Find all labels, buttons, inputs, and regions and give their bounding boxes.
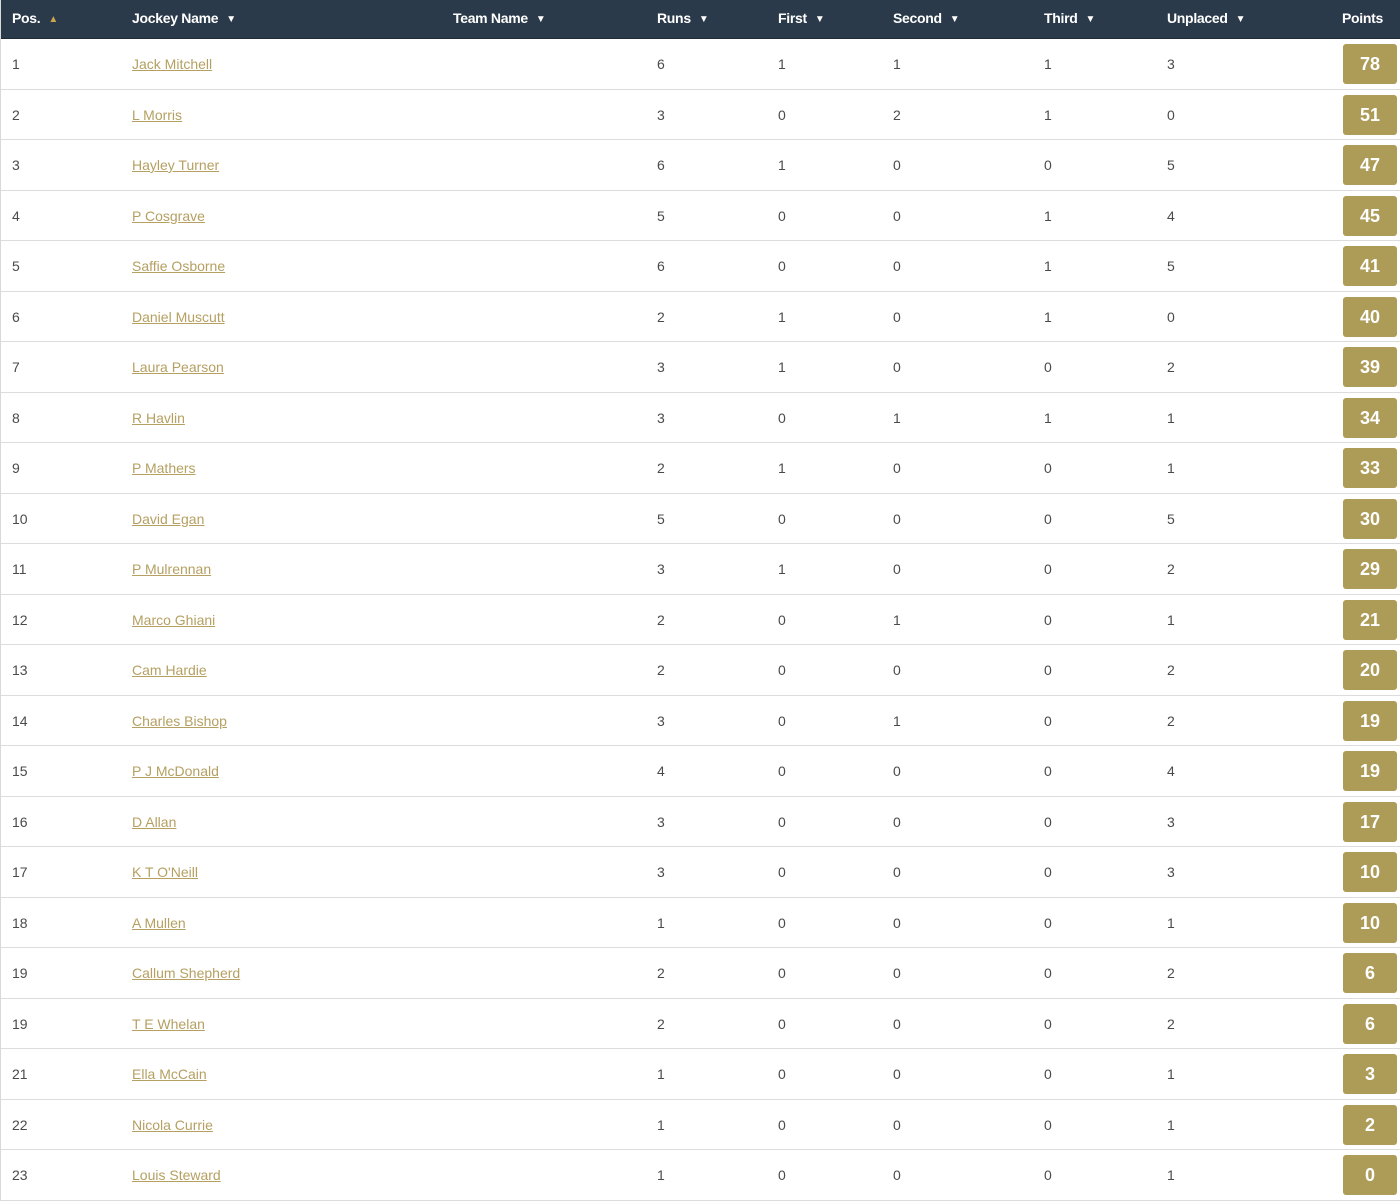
- second-cell: 1: [893, 409, 901, 426]
- first-cell: 0: [778, 813, 786, 830]
- position-cell: 4: [12, 207, 20, 224]
- table-row: [1, 443, 1400, 494]
- table-row: [1, 898, 1400, 949]
- second-cell: 2: [893, 106, 901, 123]
- first-cell: 1: [778, 460, 786, 476]
- unplaced-cell: 2: [1167, 1015, 1175, 1032]
- column-header-label: Third: [1044, 10, 1078, 26]
- column-header-label: First: [778, 10, 807, 26]
- jockey-cell: [132, 797, 176, 847]
- position-cell: 19: [12, 1015, 28, 1032]
- points-badge: 10: [1343, 903, 1397, 943]
- points-badge: 33: [1343, 448, 1397, 488]
- table-row: [1, 393, 1400, 444]
- second-cell: 0: [893, 157, 901, 173]
- third-cell: 0: [1044, 510, 1052, 527]
- sort-descending-icon: ▼: [814, 14, 825, 25]
- jockey-name-link[interactable]: Laura Pearson: [132, 359, 224, 375]
- points-badge: 47: [1343, 145, 1397, 185]
- third-cell: 1: [1044, 106, 1052, 123]
- position-cell: 9: [12, 460, 20, 476]
- points-badge: 2: [1343, 1105, 1397, 1145]
- third-cell: 0: [1044, 813, 1052, 830]
- column-header-third[interactable]: [1044, 0, 1095, 38]
- column-header-first[interactable]: [778, 0, 824, 38]
- runs-cell: 2: [657, 308, 665, 325]
- runs-cell: 6: [657, 56, 665, 72]
- jockey-name-link[interactable]: Ella McCain: [132, 1066, 207, 1082]
- table-row: [1, 645, 1400, 696]
- first-cell: 1: [778, 359, 786, 375]
- table-row: [1, 1049, 1400, 1100]
- unplaced-cell: 2: [1167, 359, 1175, 375]
- first-cell: 1: [778, 561, 786, 577]
- first-cell: 0: [778, 1066, 786, 1082]
- runs-cell: 1: [657, 1116, 665, 1133]
- sort-descending-icon: ▼: [226, 14, 236, 25]
- points-badge: 29: [1343, 549, 1397, 589]
- position-cell: 11: [12, 561, 27, 577]
- unplaced-cell: 1: [1167, 1167, 1175, 1183]
- table-body: [1, 39, 1400, 1201]
- unplaced-cell: 5: [1167, 258, 1175, 274]
- sort-descending-icon: ▼: [1235, 14, 1246, 25]
- runs-cell: 1: [657, 1167, 665, 1183]
- runs-cell: 2: [657, 1015, 665, 1032]
- jockey-name-link[interactable]: P Mathers: [132, 460, 196, 476]
- runs-cell: 3: [657, 359, 665, 375]
- table-row: [1, 595, 1400, 646]
- jockey-cell: [132, 393, 185, 443]
- third-cell: 0: [1044, 1015, 1052, 1032]
- first-cell: 0: [778, 106, 786, 123]
- jockey-cell: [132, 39, 212, 89]
- table-row: [1, 292, 1400, 343]
- jockey-cell: [132, 645, 207, 695]
- position-cell: 21: [12, 1066, 28, 1082]
- unplaced-cell: 2: [1167, 662, 1175, 678]
- points-badge: 41: [1343, 246, 1397, 286]
- jockey-name-link[interactable]: Hayley Turner: [132, 157, 220, 173]
- jockey-cell: [132, 847, 198, 897]
- points-badge: 34: [1343, 398, 1397, 438]
- unplaced-cell: 5: [1167, 157, 1175, 173]
- jockey-cell: [132, 948, 240, 998]
- jockey-name-link[interactable]: L Morris: [132, 106, 183, 123]
- points-badge: 19: [1343, 751, 1397, 791]
- third-cell: 0: [1044, 561, 1052, 577]
- jockey-name-link[interactable]: A Mullen: [132, 914, 186, 931]
- position-cell: 2: [12, 106, 20, 123]
- sort-descending-icon: ▼: [698, 14, 709, 25]
- points-badge: 10: [1343, 852, 1397, 892]
- first-cell: 0: [778, 1015, 786, 1032]
- position-cell: 23: [12, 1167, 28, 1183]
- jockey-cell: [132, 241, 225, 291]
- runs-cell: 2: [657, 611, 665, 628]
- second-cell: 0: [893, 864, 901, 880]
- first-cell: 1: [778, 308, 786, 325]
- second-cell: 0: [893, 662, 901, 678]
- unplaced-cell: 1: [1167, 611, 1175, 628]
- unplaced-cell: 1: [1167, 460, 1175, 476]
- third-cell: 0: [1044, 157, 1052, 173]
- table-row: [1, 191, 1400, 242]
- points-badge: 21: [1343, 600, 1397, 640]
- position-cell: 6: [12, 308, 20, 325]
- points-badge: 6: [1343, 953, 1397, 993]
- jockey-cell: [132, 292, 225, 342]
- jockey-name-link[interactable]: D Allan: [132, 813, 177, 830]
- second-cell: 0: [893, 914, 901, 931]
- jockey-cell: [132, 1100, 213, 1150]
- table-row: [1, 140, 1400, 191]
- column-header-team[interactable]: [453, 0, 545, 38]
- second-cell: 0: [893, 1116, 901, 1133]
- column-header-label: Points: [1342, 10, 1383, 26]
- second-cell: 0: [893, 460, 901, 476]
- jockey-name-link[interactable]: T E Whelan: [132, 1015, 205, 1032]
- jockey-name-link[interactable]: Nicola Currie: [132, 1116, 213, 1133]
- points-badge: 45: [1343, 196, 1397, 236]
- sort-descending-icon: ▼: [1085, 14, 1096, 25]
- second-cell: 0: [893, 359, 901, 375]
- jockey-cell: [132, 544, 211, 594]
- jockey-name-link[interactable]: David Egan: [132, 510, 205, 527]
- first-cell: 0: [778, 258, 786, 274]
- position-cell: 15: [12, 763, 28, 779]
- jockey-cell: [132, 90, 182, 140]
- table-row: [1, 1150, 1400, 1201]
- jockey-name-link[interactable]: Daniel Muscutt: [132, 308, 225, 325]
- column-header-points[interactable]: [1342, 0, 1383, 38]
- first-cell: 0: [778, 914, 786, 931]
- second-cell: 0: [893, 813, 901, 830]
- position-cell: 16: [12, 813, 28, 830]
- third-cell: 1: [1044, 409, 1052, 426]
- jockey-cell: [132, 696, 227, 746]
- position-cell: 14: [12, 712, 28, 729]
- third-cell: 0: [1044, 359, 1052, 375]
- unplaced-cell: 3: [1167, 56, 1175, 72]
- first-cell: 0: [778, 864, 786, 880]
- position-cell: 3: [12, 157, 20, 173]
- points-badge: 6: [1343, 1004, 1397, 1044]
- first-cell: 1: [778, 157, 786, 173]
- table-row: [1, 948, 1400, 999]
- points-badge: 20: [1343, 650, 1397, 690]
- third-cell: 0: [1044, 1066, 1052, 1082]
- points-badge: 51: [1343, 95, 1397, 135]
- points-badge: 17: [1343, 802, 1397, 842]
- jockey-name-link[interactable]: Louis Steward: [132, 1167, 221, 1183]
- sort-descending-icon: ▼: [535, 14, 546, 25]
- third-cell: 0: [1044, 662, 1052, 678]
- runs-cell: 2: [657, 965, 665, 981]
- second-cell: 0: [893, 207, 901, 224]
- table-row: [1, 342, 1400, 393]
- points-badge: 30: [1343, 499, 1397, 539]
- points-badge: 40: [1343, 297, 1397, 337]
- points-badge: 39: [1343, 347, 1397, 387]
- second-cell: 0: [893, 308, 901, 325]
- jockey-cell: [132, 1049, 207, 1099]
- unplaced-cell: 0: [1167, 106, 1175, 123]
- unplaced-cell: 1: [1167, 914, 1175, 931]
- table-row: [1, 544, 1400, 595]
- points-badge: 0: [1343, 1155, 1397, 1195]
- second-cell: 1: [893, 712, 901, 729]
- jockey-cell: [132, 898, 186, 948]
- runs-cell: 3: [657, 409, 665, 426]
- third-cell: 1: [1044, 308, 1052, 325]
- table-header: [1, 0, 1400, 39]
- runs-cell: 1: [657, 1066, 665, 1082]
- jockey-name-link[interactable]: Jack Mitchell: [132, 56, 213, 72]
- points-badge: 3: [1343, 1054, 1397, 1094]
- jockey-name-link[interactable]: Marco Ghiani: [132, 611, 216, 628]
- column-header-runs[interactable]: [657, 0, 708, 38]
- first-cell: 0: [778, 965, 786, 981]
- third-cell: 1: [1044, 56, 1052, 72]
- position-cell: 12: [12, 611, 28, 628]
- column-header-unplaced[interactable]: [1167, 0, 1245, 38]
- third-cell: 0: [1044, 763, 1052, 779]
- jockey-cell: [132, 1150, 221, 1200]
- third-cell: 0: [1044, 712, 1052, 729]
- column-header-label: Jockey Name: [132, 10, 219, 26]
- runs-cell: 2: [657, 460, 665, 476]
- runs-cell: 3: [657, 561, 665, 577]
- table-row: [1, 39, 1400, 90]
- position-cell: 22: [12, 1116, 28, 1133]
- second-cell: 0: [893, 965, 901, 981]
- runs-cell: 5: [657, 207, 665, 224]
- third-cell: 0: [1044, 1167, 1052, 1183]
- position-cell: 18: [12, 914, 28, 931]
- column-header-label: Second: [893, 10, 942, 26]
- table-row: [1, 90, 1400, 141]
- column-header-pos[interactable]: [12, 0, 58, 38]
- column-header-label: Pos.: [12, 10, 41, 26]
- third-cell: 0: [1044, 914, 1052, 931]
- jockey-name-link[interactable]: P Cosgrave: [132, 207, 205, 224]
- first-cell: 1: [778, 56, 786, 72]
- third-cell: 1: [1044, 258, 1052, 274]
- jockey-cell: [132, 342, 224, 392]
- unplaced-cell: 2: [1167, 712, 1175, 729]
- column-header-label: Runs: [657, 10, 691, 26]
- unplaced-cell: 4: [1167, 763, 1175, 779]
- jockey-cell: [132, 595, 215, 645]
- jockey-name-link[interactable]: Saffie Osborne: [132, 258, 226, 274]
- unplaced-cell: 5: [1167, 510, 1175, 527]
- points-badge: 78: [1343, 44, 1397, 84]
- column-header-second[interactable]: [893, 0, 959, 38]
- runs-cell: 1: [657, 914, 665, 931]
- runs-cell: 3: [657, 813, 665, 830]
- table-row: [1, 999, 1400, 1050]
- sort-descending-icon: ▼: [949, 14, 960, 25]
- jockey-cell: [132, 494, 204, 544]
- jockey-name-link[interactable]: Callum Shepherd: [132, 965, 241, 981]
- jockey-cell: [132, 140, 219, 190]
- third-cell: 0: [1044, 460, 1052, 476]
- runs-cell: 3: [657, 864, 665, 880]
- runs-cell: 3: [657, 106, 665, 123]
- runs-cell: 5: [657, 510, 665, 527]
- runs-cell: 3: [657, 712, 665, 729]
- unplaced-cell: 2: [1167, 561, 1175, 577]
- position-cell: 5: [12, 258, 20, 274]
- jockey-name-link[interactable]: K T O'Neill: [132, 864, 198, 880]
- runs-cell: 6: [657, 157, 665, 173]
- jockey-cell: [132, 443, 196, 493]
- third-cell: 0: [1044, 864, 1052, 880]
- jockey-cell: [132, 999, 205, 1049]
- first-cell: 0: [778, 510, 786, 527]
- second-cell: 0: [893, 510, 901, 527]
- runs-cell: 6: [657, 258, 665, 274]
- jockey-name-link[interactable]: R Havlin: [132, 409, 185, 426]
- points-badge: 19: [1343, 701, 1397, 741]
- position-cell: 7: [12, 359, 20, 375]
- second-cell: 0: [893, 561, 901, 577]
- unplaced-cell: 1: [1167, 409, 1175, 426]
- jockey-name-link[interactable]: Charles Bishop: [132, 712, 227, 729]
- first-cell: 0: [778, 763, 786, 779]
- table-row: [1, 1100, 1400, 1151]
- third-cell: 1: [1044, 207, 1052, 224]
- first-cell: 0: [778, 1167, 786, 1183]
- table-row: [1, 746, 1400, 797]
- second-cell: 0: [893, 763, 901, 779]
- second-cell: 0: [893, 1015, 901, 1032]
- first-cell: 0: [778, 409, 786, 426]
- second-cell: 0: [893, 1167, 901, 1183]
- first-cell: 0: [778, 712, 786, 729]
- third-cell: 0: [1044, 965, 1052, 981]
- column-header-jockey[interactable]: [132, 0, 236, 38]
- jockey-cell: [132, 191, 205, 241]
- position-cell: 19: [12, 965, 28, 981]
- jockey-name-link[interactable]: Cam Hardie: [132, 662, 207, 678]
- third-cell: 0: [1044, 611, 1052, 628]
- first-cell: 0: [778, 207, 786, 224]
- unplaced-cell: 3: [1167, 864, 1175, 880]
- table-row: [1, 241, 1400, 292]
- table-row: [1, 847, 1400, 898]
- runs-cell: 4: [657, 763, 665, 779]
- first-cell: 0: [778, 662, 786, 678]
- position-cell: 10: [12, 510, 28, 527]
- second-cell: 1: [893, 56, 901, 72]
- table-row: [1, 696, 1400, 747]
- first-cell: 0: [778, 611, 786, 628]
- unplaced-cell: 1: [1167, 1116, 1175, 1133]
- second-cell: 0: [893, 258, 901, 274]
- position-cell: 8: [12, 409, 20, 426]
- unplaced-cell: 3: [1167, 813, 1175, 830]
- position-cell: 17: [12, 864, 28, 880]
- table-row: [1, 494, 1400, 545]
- second-cell: 0: [893, 1066, 901, 1082]
- position-cell: 1: [12, 56, 20, 72]
- table-row: [1, 797, 1400, 848]
- column-header-label: Unplaced: [1167, 10, 1228, 26]
- first-cell: 0: [778, 1116, 786, 1133]
- sort-ascending-icon: ▲: [48, 14, 58, 25]
- runs-cell: 2: [657, 662, 665, 678]
- column-header-label: Team Name: [453, 10, 528, 26]
- unplaced-cell: 0: [1167, 308, 1175, 325]
- jockey-name-link[interactable]: P J McDonald: [132, 763, 219, 779]
- second-cell: 1: [893, 611, 901, 628]
- jockey-name-link[interactable]: P Mulrennan: [132, 561, 212, 577]
- third-cell: 0: [1044, 1116, 1052, 1133]
- unplaced-cell: 2: [1167, 965, 1175, 981]
- unplaced-cell: 1: [1167, 1066, 1175, 1082]
- position-cell: 13: [12, 662, 28, 678]
- jockey-cell: [132, 746, 219, 796]
- unplaced-cell: 4: [1167, 207, 1175, 224]
